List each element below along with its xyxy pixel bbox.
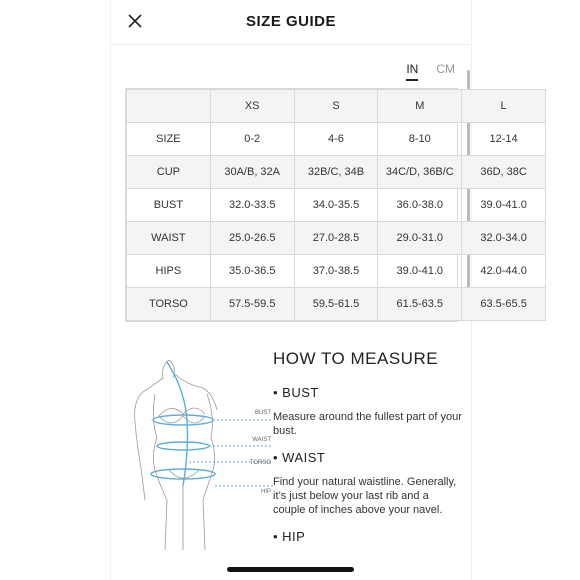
waist-heading: • WAIST [273, 450, 326, 465]
table-cell: 12-14 [462, 123, 546, 156]
table-cell: 32B/C, 34B [294, 156, 378, 189]
row-label: BUST [127, 189, 211, 222]
row-label: WAIST [127, 222, 211, 255]
table-cell: 36D, 38C [462, 156, 546, 189]
table-cell: 27.0-28.5 [294, 222, 378, 255]
table-row [127, 288, 546, 321]
header [111, 0, 471, 45]
size-table [126, 89, 546, 321]
bust-heading: • BUST [273, 385, 319, 400]
row-label: SIZE [127, 123, 211, 156]
hip-label: HIP [260, 489, 271, 495]
column-header: S [294, 90, 378, 123]
table-cell: 37.0-38.5 [294, 255, 378, 288]
home-indicator[interactable] [227, 567, 354, 572]
waist-label: WAIST [252, 437, 271, 443]
page-title: SIZE GUIDE [245, 13, 336, 30]
table-cell: 34.0-35.5 [294, 189, 378, 222]
table-row [127, 189, 546, 222]
table-cell: 39.0-41.0 [378, 255, 462, 288]
unit-cm-tab[interactable]: CM [436, 62, 455, 76]
bust-description: Measure around the fullest part of your bust. [273, 411, 462, 437]
table-cell: 34C/D, 36B/C [378, 156, 462, 189]
waist-description: Find your natural waistline. Generally, it’s just below your last rib and a couple of inches above your navel. [273, 476, 457, 516]
bust-label: BUST [254, 410, 271, 416]
table-cell: 8-10 [378, 123, 462, 156]
table-row [127, 255, 546, 288]
column-header: M [378, 90, 462, 123]
torso-label: TORSO [249, 460, 271, 466]
table-cell: 57.5-59.5 [210, 288, 294, 321]
table-cell: 32.0-34.0 [462, 222, 546, 255]
column-header: XS [210, 90, 294, 123]
table-cell: 36.0-38.0 [378, 189, 462, 222]
measurement-figure [125, 350, 275, 550]
table-header-row [127, 90, 546, 123]
table-cell: 29.0-31.0 [378, 222, 462, 255]
table-row [127, 222, 546, 255]
how-to-measure [273, 349, 463, 554]
unit-in-tab[interactable]: IN [406, 62, 418, 81]
how-to-title: HOW TO MEASURE [273, 349, 439, 368]
table-cell: 39.0-41.0 [462, 189, 546, 222]
table-cell: 59.5-61.5 [294, 288, 378, 321]
table-cell: 0-2 [210, 123, 294, 156]
table-cell: 63.5-65.5 [462, 288, 546, 321]
column-header: L [462, 90, 546, 123]
table-cell: 25.0-26.5 [210, 222, 294, 255]
table-row [127, 156, 546, 189]
table-cell: 4-6 [294, 123, 378, 156]
row-label: CUP [127, 156, 211, 189]
table-cell: 32.0-33.5 [210, 189, 294, 222]
size-guide-panel [110, 0, 527, 580]
table-cell: 30A/B, 32A [210, 156, 294, 189]
table-row [127, 123, 546, 156]
header-corner [127, 90, 211, 123]
table-cell: 42.0-44.0 [462, 255, 546, 288]
row-label: HIPS [127, 255, 211, 288]
unit-toggle [406, 62, 455, 81]
size-table-scroll[interactable] [125, 88, 527, 322]
hip-heading: • HIP [273, 529, 306, 544]
table-cell: 61.5-63.5 [378, 288, 462, 321]
table-cell: 35.0-36.5 [210, 255, 294, 288]
row-label: TORSO [127, 288, 211, 321]
